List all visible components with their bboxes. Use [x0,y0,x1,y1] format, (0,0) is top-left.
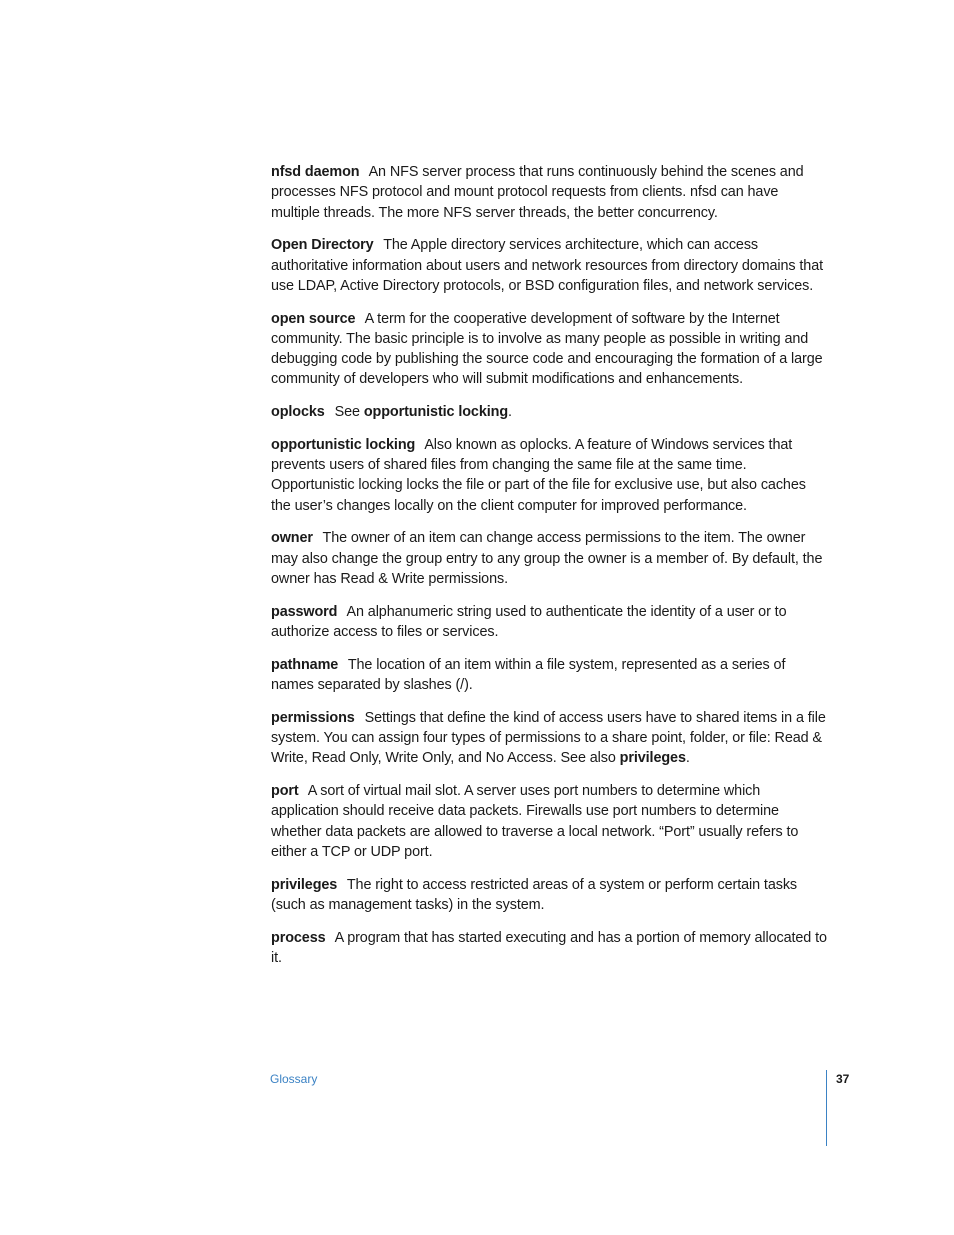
definition-tail: . [508,404,512,421]
glossary-definition: A sort of virtual mail slot. A server uses port numbers to determine which application should receive data packets. Firewalls use port numbers to determine whether data packets are allowed to traverse a local network. “Port” usually refers to either a TCP or UDP port. [271,782,799,860]
glossary-entry-pathname [271,655,827,696]
glossary-definition: An alphanumeric string used to authenticate the identity of a user or to authorize access to files or services. [271,603,787,640]
glossary-definition: The right to access restricted areas of a system or perform certain tasks (such as management tasks) in the system. [271,876,798,913]
glossary-entry-password [271,602,827,643]
glossary-term: process [271,929,326,946]
glossary-definition: See [334,404,360,421]
glossary-definition: Also known as oplocks. A feature of Windows services that prevents users of shared files from changing the same file at the same time. Opportunistic locking locks the file or part of the file for exclusive use, but also caches the user’s changes locally on the client computer for improved performance. [271,436,806,514]
glossary-term: pathname [271,656,339,673]
glossary-term: owner [271,530,313,547]
glossary-content [271,162,827,980]
glossary-definition: The owner of an item can change access permissions to the item. The owner may also change the group entry to any group the owner is a member of. By default, the owner has Read & Write permissions. [271,530,823,587]
glossary-definition: Settings that define the kind of access users have to shared items in a file system. You can assign four types of permissions to a share point, folder, or file: Read & Write, Read Only, Write Only, and No Access. See also [271,709,826,767]
footer-section-title: Glossary [270,1072,318,1086]
glossary-term: permissions [271,709,355,726]
glossary-definition: A term for the cooperative development of software by the Internet community. The basic principle is to involve as many people as possible in writing and debugging code by publishing the source code and encouraging the formation of a large community of developers who will submit modifications and enhancements. [271,310,823,388]
glossary-entry-open-source [271,309,827,390]
glossary-term: open source [271,310,356,327]
glossary-entry-nfsd-daemon [271,162,827,223]
glossary-entry-privileges [271,875,827,916]
glossary-entry-oplocks [271,402,827,422]
glossary-term: oplocks [271,404,325,421]
cross-reference-opportunistic-locking: opportunistic locking [363,404,509,421]
glossary-term: opportunistic locking [271,436,416,453]
page-number: 37 [836,1072,850,1086]
glossary-definition: A program that has started executing and has a portion of memory allocated to it. [271,929,827,966]
glossary-definition: An NFS server process that runs continuously behind the scenes and processes NFS protocol and mount protocol requests from clients. nfsd can have multiple threads. The more NFS server threads, the better concurrency. [271,164,804,221]
definition-tail: . [685,750,690,767]
cross-reference-privileges: privileges [619,750,686,767]
glossary-definition: The location of an item within a file system, represented as a series of names separated by slashes (/). [271,656,786,693]
glossary-entry-permissions [271,708,827,769]
glossary-term: port [271,782,299,799]
glossary-term: privileges [271,876,338,893]
glossary-entry-process [271,928,827,969]
glossary-entry-open-directory [271,235,827,296]
glossary-definition: The Apple directory services architecture, which can access authoritative information about users and network resources from directory domains that use LDAP, Active Directory protocols, or BSD configuration files, and network services. [271,237,824,294]
footer-divider [826,1070,827,1146]
glossary-entry-port [271,781,827,862]
glossary-term: password [271,603,338,620]
glossary-term: Open Directory [271,237,374,254]
glossary-entry-owner [271,528,827,589]
glossary-term: nfsd daemon [271,164,360,180]
glossary-entry-opportunistic-locking [271,435,827,516]
